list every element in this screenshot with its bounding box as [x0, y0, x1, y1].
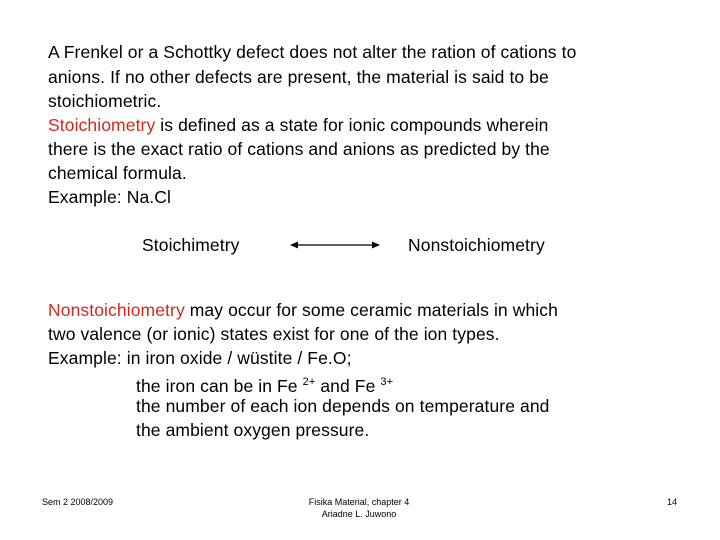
para1-line3: stoichiometric.	[48, 91, 162, 111]
definition-line1	[48, 113, 548, 137]
definition-example: Example: Na.Cl	[48, 187, 171, 207]
footer-course-line2: Ariadne L. Juwono	[321, 509, 397, 519]
para2-line3: Example: in iron oxide / wüstite / Fe.O;	[48, 348, 352, 368]
stoichiometry-term: Stoichiometry	[48, 115, 156, 135]
superscript-3plus: 3+	[380, 376, 394, 388]
iron-state-text-a: the iron can be in Fe	[136, 376, 303, 396]
para2-line2: two valence (or ionic) states exist for one of the ion types.	[48, 324, 500, 344]
definition-line2: there is the exact ratio of cations and anions as predicted by the	[48, 139, 550, 159]
superscript-2plus: 2+	[302, 376, 316, 388]
nonstoichiometry-term: Nonstoichiometry	[48, 300, 185, 320]
diagram-left-label: Stoichimetry	[142, 235, 240, 255]
footer-page-number: 14	[667, 497, 678, 507]
iron-state-text-b: and Fe	[315, 376, 381, 396]
footer-semester: Sem 2 2008/2009	[42, 497, 114, 507]
para2-line5: the number of each ion depends on temperature and	[136, 396, 550, 416]
diagram-right-label: Nonstoichiometry	[408, 235, 545, 255]
definition-line1-rest: is defined as a state for ionic compounds wherein	[155, 115, 549, 135]
para2-line6: the ambient oxygen pressure.	[136, 420, 370, 440]
para1-line2: anions. If no other defects are present, the material is said to be	[48, 67, 549, 87]
footer-course-line1: Fisika Material, chapter 4	[308, 497, 410, 507]
para1-line1: A Frenkel or a Schottky defect does not alter the ration of cations to	[48, 42, 577, 62]
double-arrow-icon	[289, 238, 381, 252]
definition-line3: chemical formula.	[48, 163, 187, 183]
para2-line1	[48, 298, 558, 322]
para2-line1-rest: may occur for some ceramic materials in which	[184, 300, 558, 320]
